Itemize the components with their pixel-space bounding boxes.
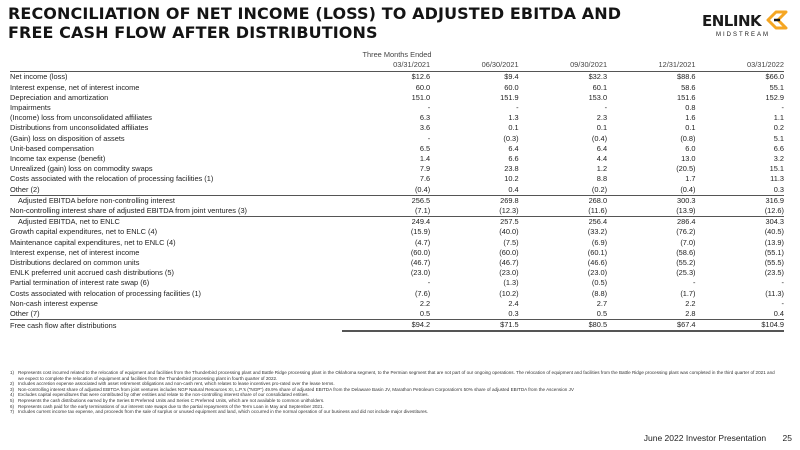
cell-value: $94.2 xyxy=(342,320,430,332)
cell-value: (76.2) xyxy=(676,227,696,237)
footnote-text: Represents cost incurred related to the relocation of equipment and facilities from the Thunderbird processing plant and Battle Ridge processing plant in the Oklahoma segment, to the Permian segment that are not part of our ongoing operations. The relocation of equipment and facilities from the Battle Ridge processing plant was completed in the third quarter of 2021 and we expect to complete the relocation of equipment and facilities from the Thunderbird processing plant in fourth quarter of 2022. xyxy=(18,370,775,381)
cell-value: (23.0) xyxy=(499,268,519,278)
cell-value: 10.2 xyxy=(504,174,519,184)
cell-value: (0.3) xyxy=(503,133,519,143)
table-row xyxy=(10,113,784,123)
cell-value: (46.7) xyxy=(410,258,431,268)
cell-value: 8.8 xyxy=(596,174,608,184)
cell-value: (1.3) xyxy=(503,278,519,288)
table-row xyxy=(10,227,784,237)
cell-value: 151.9 xyxy=(500,92,519,102)
cell-value: 4.4 xyxy=(596,154,608,164)
row-label: Interest expense, net of interest income xyxy=(10,247,140,257)
cell-value: 58.6 xyxy=(681,82,696,92)
row-label: Distributions from unconsolidated affiliates xyxy=(10,123,149,133)
cell-value: 3.6 xyxy=(419,123,431,133)
cell-value: (13.9) xyxy=(764,237,784,247)
row-label: Other (7) xyxy=(10,309,40,319)
footnote-number: 5) xyxy=(10,397,15,403)
column-header: 12/31/2021 xyxy=(607,60,695,72)
table-row xyxy=(10,206,784,217)
logo-wordmark: ENLINK xyxy=(702,12,762,30)
cell-value: $104.9 xyxy=(696,320,784,332)
column-header: 06/30/2021 xyxy=(430,60,518,72)
cell-value: 1.2 xyxy=(596,164,608,174)
cell-value: (6.9) xyxy=(591,237,608,247)
footnote-text: Excludes capital expenditures that were contributed by other entities and relate to the non-controlling interest share of our consolidated entities. xyxy=(18,392,309,398)
cell-value: 256.4 xyxy=(519,217,607,228)
cell-value: - xyxy=(781,298,784,308)
cell-value: 153.0 xyxy=(588,92,608,102)
row-label: Costs associated with relocation of processing facilities (1) xyxy=(10,288,202,298)
cell-value: (46.6) xyxy=(587,258,608,268)
cell-value: (0.8) xyxy=(680,133,696,143)
cell-value: (0.5) xyxy=(591,278,608,288)
cell-value: (23.0) xyxy=(410,268,431,278)
cell-value: 60.0 xyxy=(504,82,519,92)
footnote-text: Non-controlling interest share of adjusted EBITDA from joint ventures includes NGP Natural Resources XI, L.P.'s ("NGP") 49.9% share of adjusted EBITDA from the Delaware Basin JV, Marathon Petroleum Corporation's 50% share of adjusted EBITDA from the Ascension JV xyxy=(18,386,574,392)
cell-value: 23.8 xyxy=(504,164,519,174)
table-row xyxy=(10,195,784,206)
cell-value: 316.9 xyxy=(696,195,784,206)
table-row xyxy=(10,185,784,196)
cell-value: 60.1 xyxy=(592,82,608,92)
row-label: Non-cash interest expense xyxy=(10,298,98,308)
row-label: ENLK preferred unit accrued cash distributions (5) xyxy=(10,268,174,278)
cell-value: - xyxy=(693,278,696,288)
page-footer xyxy=(644,433,792,443)
cell-value: 152.9 xyxy=(765,92,784,102)
cell-value: 0.5 xyxy=(596,309,608,319)
footnote-number: 2) xyxy=(10,381,15,387)
cell-value: 0.8 xyxy=(685,103,696,113)
table-row xyxy=(10,309,784,320)
cell-value: 0.4 xyxy=(773,309,784,319)
table-row xyxy=(10,93,784,103)
cell-value: 0.1 xyxy=(508,123,519,133)
cell-value: 0.4 xyxy=(508,184,519,194)
cell-value: (7.5) xyxy=(503,237,519,247)
cell-value: 2.4 xyxy=(508,298,519,308)
table-row xyxy=(10,320,784,332)
table-row xyxy=(10,278,784,288)
table-row xyxy=(10,154,784,164)
company-logo xyxy=(702,12,794,48)
cell-value: (33.2) xyxy=(587,227,608,237)
row-label: Free cash flow after distributions xyxy=(10,320,342,332)
table-row xyxy=(10,103,784,113)
page-title: RECONCILIATION OF NET INCOME (LOSS) TO ADJUSTED EBITDA AND FREE CASH FLOW AFTER DISTRIBUTIONS xyxy=(8,4,622,42)
row-label: Depreciation and amortization xyxy=(10,92,109,102)
cell-value: 1.4 xyxy=(419,154,431,164)
cell-value: 0.1 xyxy=(685,123,696,133)
cell-value: 2.2 xyxy=(685,298,696,308)
footnote-text: Represents the cash distributions earned by the Series B Preferred Units and Series C Preferred Units, which are not available to common unitholders. xyxy=(18,397,325,403)
cell-value: 1.6 xyxy=(685,113,696,123)
cell-value: 1.7 xyxy=(685,174,696,184)
table-row xyxy=(10,248,784,258)
footnote xyxy=(10,409,780,415)
cell-value: - xyxy=(516,103,519,113)
cell-value: (10.2) xyxy=(499,288,519,298)
cell-value: 6.3 xyxy=(419,113,431,123)
cell-value: (0.4) xyxy=(680,184,696,194)
footnote-text: Includes current income tax expense, and proceeds from the sale of surplus or unused equipment and land, which occurred in the normal operation of our business and did not include major divestitures. xyxy=(18,409,429,415)
row-label: Maintenance capital expenditures, net to ENLC (4) xyxy=(10,237,176,247)
cell-value: 256.5 xyxy=(342,195,430,206)
cell-value: 151.6 xyxy=(677,92,696,102)
cell-value: 6.5 xyxy=(419,143,431,153)
cell-value: 0.5 xyxy=(419,309,431,319)
cell-value: (55.5) xyxy=(764,258,784,268)
cell-value: 300.3 xyxy=(607,195,695,206)
cell-value: 7.9 xyxy=(419,164,431,174)
row-label: Net income (loss) xyxy=(10,72,68,82)
cell-value: 0.2 xyxy=(773,123,784,133)
cell-value: (40.5) xyxy=(764,227,784,237)
logo-chevron-icon xyxy=(764,10,790,30)
cell-value: 1.1 xyxy=(773,113,784,123)
cell-value: 249.4 xyxy=(342,217,430,228)
column-header-label xyxy=(10,60,342,72)
cell-value: 2.7 xyxy=(596,298,608,308)
cell-value: 151.0 xyxy=(411,92,431,102)
cell-value: 257.5 xyxy=(430,217,518,228)
cell-value: 269.8 xyxy=(430,195,518,206)
table-row xyxy=(10,299,784,309)
cell-value: 0.3 xyxy=(508,309,519,319)
cell-value: 304.3 xyxy=(696,217,784,228)
row-label: Growth capital expenditures, net to ENLC (4) xyxy=(10,227,158,237)
cell-value: (7.1) xyxy=(414,206,431,216)
cell-value: (13.9) xyxy=(676,206,696,216)
page-number: 25 xyxy=(782,433,792,443)
cell-value: (11.6) xyxy=(588,206,608,216)
cell-value: $71.5 xyxy=(430,320,518,332)
table-row xyxy=(10,268,784,278)
cell-value: 13.0 xyxy=(681,154,696,164)
table-row xyxy=(10,217,784,228)
footnote-number: 3) xyxy=(10,386,15,392)
footnote-text: Represents cash paid for the early terminations of our interest rate swaps due to the partial repayments of the Term Loan in May and September 2021. xyxy=(18,403,324,409)
row-label: Non-controlling interest share of adjusted EBITDA from joint ventures (3) xyxy=(10,206,248,216)
table-row xyxy=(10,72,784,83)
cell-value: (7.0) xyxy=(680,237,696,247)
cell-value: (11.3) xyxy=(765,288,784,298)
row-label: Other (2) xyxy=(10,184,40,194)
table-row xyxy=(10,238,784,248)
table-row xyxy=(10,83,784,93)
cell-value: (55.2) xyxy=(676,258,696,268)
footnote-number: 7) xyxy=(10,409,15,415)
cell-value: 2.8 xyxy=(685,309,696,319)
cell-value: - xyxy=(781,278,784,288)
cell-value: 6.4 xyxy=(508,143,519,153)
cell-value: $12.6 xyxy=(411,72,431,82)
cell-value: $67.4 xyxy=(607,320,695,332)
column-header: 09/30/2021 xyxy=(519,60,607,72)
row-label: Adjusted EBITDA before non-controlling interest xyxy=(10,195,342,206)
row-label: Distributions declared on common units xyxy=(10,258,140,268)
cell-value: (46.7) xyxy=(499,258,519,268)
cell-value: (58.6) xyxy=(676,247,696,257)
cell-value: 5.1 xyxy=(773,133,784,143)
cell-value: (1.7) xyxy=(680,288,696,298)
period-header: Three Months Ended xyxy=(362,50,432,59)
logo-subtitle: MIDSTREAM xyxy=(716,32,770,38)
footnote-number: 6) xyxy=(10,403,15,409)
cell-value: - xyxy=(604,103,608,113)
reconciliation-table-body xyxy=(10,72,784,332)
table-row xyxy=(10,134,784,144)
cell-value: 60.0 xyxy=(415,82,431,92)
cell-value: $9.4 xyxy=(504,72,519,82)
row-label: Partial termination of interest rate swap (6) xyxy=(10,278,150,288)
table-row xyxy=(10,144,784,154)
table-row xyxy=(10,174,784,184)
cell-value: (55.1) xyxy=(764,247,784,257)
cell-value: (25.3) xyxy=(676,268,696,278)
cell-value: (23.5) xyxy=(764,268,784,278)
row-label: (Gain) loss on disposition of assets xyxy=(10,133,125,143)
cell-value: (0.4) xyxy=(414,184,431,194)
cell-value: $88.6 xyxy=(677,72,696,82)
table-row xyxy=(10,123,784,133)
cell-value: 11.3 xyxy=(770,174,784,184)
cell-value: 6.6 xyxy=(773,143,784,153)
cell-value: 0.1 xyxy=(596,123,608,133)
row-label: (Income) loss from unconsolidated affiliates xyxy=(10,113,152,123)
cell-value: (0.4) xyxy=(591,133,608,143)
cell-value: $66.0 xyxy=(765,72,784,82)
cell-value: 6.4 xyxy=(596,143,608,153)
cell-value: - xyxy=(427,133,431,143)
cell-value: (20.5) xyxy=(676,164,696,174)
footnotes xyxy=(10,370,780,415)
column-header: 03/31/2022 xyxy=(696,60,784,72)
cell-value: (12.6) xyxy=(764,206,784,216)
cell-value: (40.0) xyxy=(499,227,519,237)
footnote-number: 4) xyxy=(10,392,15,398)
cell-value: (60.0) xyxy=(410,247,431,257)
cell-value: 6.6 xyxy=(508,154,519,164)
cell-value: (4.7) xyxy=(414,237,431,247)
footnote xyxy=(10,370,780,381)
row-label: Costs associated with the relocation of processing facilities (1) xyxy=(10,174,214,184)
cell-value: (7.6) xyxy=(414,288,431,298)
cell-value: 6.0 xyxy=(685,143,696,153)
cell-value: 2.2 xyxy=(419,298,431,308)
cell-value: 2.3 xyxy=(596,113,608,123)
cell-value: (0.2) xyxy=(591,184,608,194)
cell-value: (60.1) xyxy=(587,247,608,257)
cell-value: 1.3 xyxy=(508,113,519,123)
row-label: Adjusted EBITDA, net to ENLC xyxy=(10,217,342,228)
row-label: Unrealized (gain) loss on commodity swaps xyxy=(10,164,153,174)
footnote-text: Includes accretion expense associated with asset retirement obligations and non-cash rent, which relates to lease incentives pro-rated over the lease terms. xyxy=(18,381,335,387)
cell-value: 7.6 xyxy=(419,174,431,184)
cell-value: (8.8) xyxy=(591,288,608,298)
table-row xyxy=(10,258,784,268)
cell-value: (15.9) xyxy=(410,227,431,237)
footnote-number: 1) xyxy=(10,370,15,375)
reconciliation-table xyxy=(10,50,784,332)
row-label: Income tax expense (benefit) xyxy=(10,154,106,164)
row-label: Interest expense, net of interest income xyxy=(10,82,140,92)
row-label: Impairments xyxy=(10,103,51,113)
cell-value: 286.4 xyxy=(607,217,695,228)
presentation-name: June 2022 Investor Presentation xyxy=(643,433,767,443)
cell-value: $80.5 xyxy=(519,320,607,332)
cell-value: 0.3 xyxy=(773,184,784,194)
table-row xyxy=(10,164,784,174)
cell-value: 55.1 xyxy=(769,82,784,92)
row-label: Unit-based compensation xyxy=(10,143,94,153)
cell-value: 3.2 xyxy=(773,154,784,164)
cell-value: 268.0 xyxy=(519,195,607,206)
cell-value: - xyxy=(427,103,431,113)
cell-value: (60.0) xyxy=(499,247,519,257)
table-row xyxy=(10,289,784,299)
cell-value: (12.3) xyxy=(499,206,519,216)
cell-value: - xyxy=(781,103,784,113)
cell-value: - xyxy=(427,278,431,288)
cell-value: $32.3 xyxy=(588,72,608,82)
column-header: 03/31/2021 xyxy=(342,60,430,72)
cell-value: (23.0) xyxy=(587,268,608,278)
cell-value: 15.1 xyxy=(769,164,784,174)
